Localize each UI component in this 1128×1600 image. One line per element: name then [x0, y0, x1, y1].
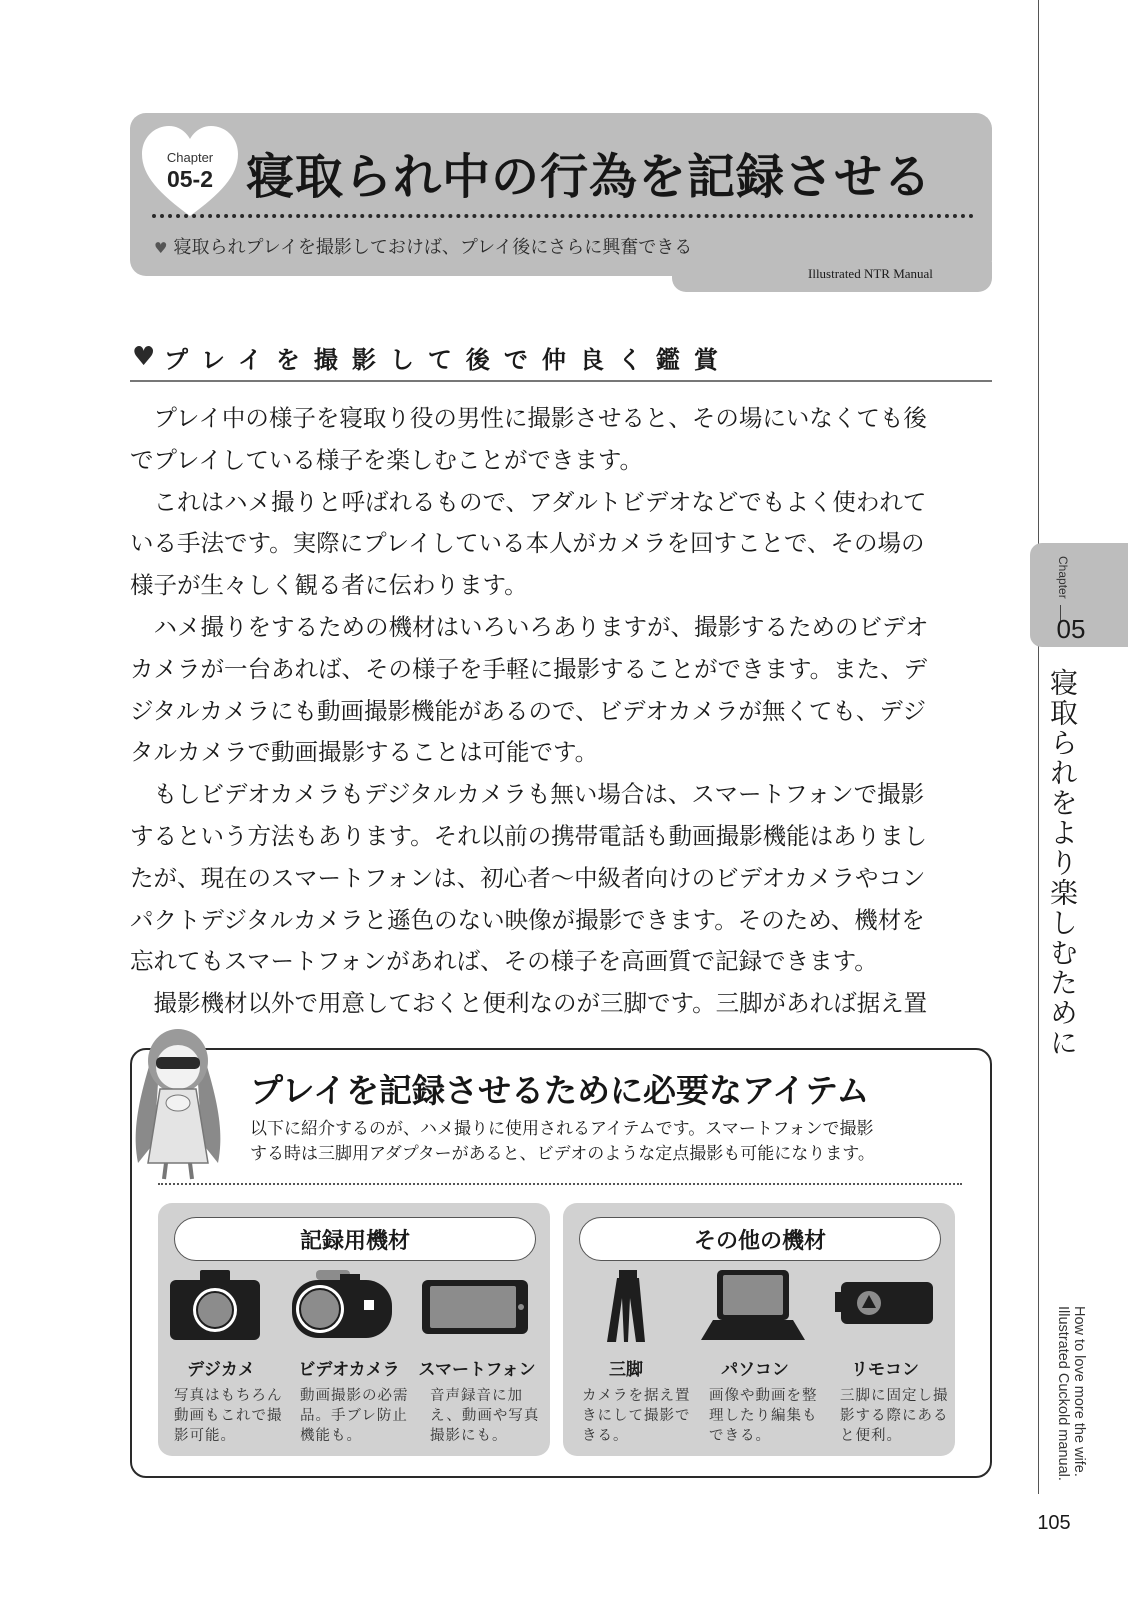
body-line: パクトデジタルカメラと遜色のない映像が撮影できます。そのため、機材を [130, 905, 925, 934]
side-chapter-title: 寝取られをより楽しむために [1046, 668, 1079, 1058]
body-line: たが、現在のスマートフォンは、初心者〜中級者向けのビデオカメラやコン [130, 863, 926, 892]
box-title: プレイを記録させるために必要なアイテム [250, 1071, 870, 1110]
box-desc-line: 以下に紹介するのが、ハメ撮りに使用されるアイテムです。スマートフォンで撮影 [250, 1119, 874, 1139]
body-line: タルカメラで動画撮影することは可能です。 [130, 738, 599, 767]
item-desc-laptop: 画像や動画を整理したり編集もできる。 [709, 1388, 818, 1444]
banner-dotted-divider [152, 214, 974, 218]
body-line: いる手法です。実際にプレイしている本人がカメラを回すことで、その場の [130, 529, 925, 558]
panel-heading-other: その他の機材 [579, 1217, 941, 1261]
panel-heading-recording: 記録用機材 [174, 1217, 536, 1261]
side-vertical-rule [1038, 0, 1039, 1494]
manual-label: Illustrated NTR Manual [808, 266, 933, 281]
side-english-line: How to love more the wife. [1071, 1306, 1087, 1477]
page-number: 105 [1037, 1512, 1071, 1534]
body-line: ジタルカメラにも動画撮影機能があるので、ビデオカメラが無くても、デジ [130, 696, 926, 725]
item-name-laptop: パソコン [721, 1360, 789, 1380]
item-desc-tripod: カメラを据え置きにして撮影できる。 [582, 1388, 691, 1444]
side-english-line: Illustrated Cuckold manual. [1055, 1306, 1071, 1481]
page-title: 寝取られ中の行為を記録させる [246, 149, 933, 205]
mascot-girl-illustration [128, 1023, 228, 1183]
item-name-digital-camera: デジカメ [187, 1360, 255, 1380]
heart-bullet-icon: ♥ [154, 239, 168, 257]
side-chapter-number: 05 [1056, 614, 1086, 644]
remote-control-icon [829, 1270, 939, 1342]
subtitle-text: 寝取られプレイを撮影しておけば、プレイ後にさらに興奮できる [173, 237, 693, 258]
chapter-number: 05-2 [166, 166, 214, 192]
video-camera-icon [288, 1270, 398, 1342]
side-english-caption [1055, 1306, 1087, 1481]
box-dotted-divider [158, 1183, 962, 1185]
body-line: 様子が生々しく観る者に伝わります。 [130, 571, 528, 600]
item-name-remote: リモコン [851, 1360, 919, 1380]
smartphone-icon [420, 1270, 530, 1342]
body-line: カメラが一台あれば、その様子を手軽に撮影することができます。また、デ [130, 654, 928, 683]
body-line: 撮影機材以外で用意しておくと便利なのが三脚です。三脚があれば据え置 [130, 989, 928, 1018]
tripod-icon [573, 1270, 683, 1342]
item-desc-smartphone: 音声録音に加え、動画や写真撮影にも。 [430, 1388, 540, 1444]
item-desc-video-camera: 動画撮影の必需品。手ブレ防止機能も。 [300, 1388, 409, 1444]
laptop-icon [697, 1270, 807, 1342]
item-name-tripod: 三脚 [609, 1360, 643, 1380]
body-line: でプレイしている様子を楽しむことができます。 [130, 445, 644, 474]
item-desc-digital-camera: 写真はもちろん動画もこれで撮影可能。 [174, 1388, 283, 1444]
chapter-label: Chapter [166, 150, 214, 165]
body-line: するという方法もあります。それ以前の携帯電話も動画撮影機能はありまし [130, 821, 928, 850]
body-line: 忘れてもスマートフォンがあれば、その様子を高画質で記録できます。 [130, 947, 878, 976]
digital-camera-icon [166, 1270, 276, 1342]
item-name-smartphone: スマートフォン [418, 1360, 536, 1380]
section-rule [130, 380, 992, 382]
body-line: ハメ撮りをするための機材はいろいろありますが、撮影するためのビデオ [130, 612, 929, 641]
body-line: もしビデオカメラもデジタルカメラも無い場合は、スマートフォンで撮影 [130, 780, 925, 809]
section-heading: プレイを撮影して後で仲良く鑑賞 [164, 346, 732, 374]
body-line: プレイ中の様子を寝取り役の男性に撮影させると、その場にいなくても後 [130, 404, 927, 432]
box-description [250, 1117, 875, 1167]
item-desc-remote: 三脚に固定し撮影する際にあると便利。 [840, 1388, 949, 1444]
body-text [130, 398, 1000, 1025]
page-subtitle [154, 233, 692, 259]
section-heart-icon: ♥ [132, 342, 156, 372]
body-line: これはハメ撮りと呼ばれるもので、アダルトビデオなどでもよく使われて [130, 487, 927, 516]
box-desc-line: する時は三脚用アダプターがあると、ビデオのような定点撮影も可能になります。 [250, 1144, 875, 1164]
item-name-video-camera: ビデオカメラ [298, 1360, 400, 1380]
side-chapter-label: Chapter [1056, 556, 1070, 599]
